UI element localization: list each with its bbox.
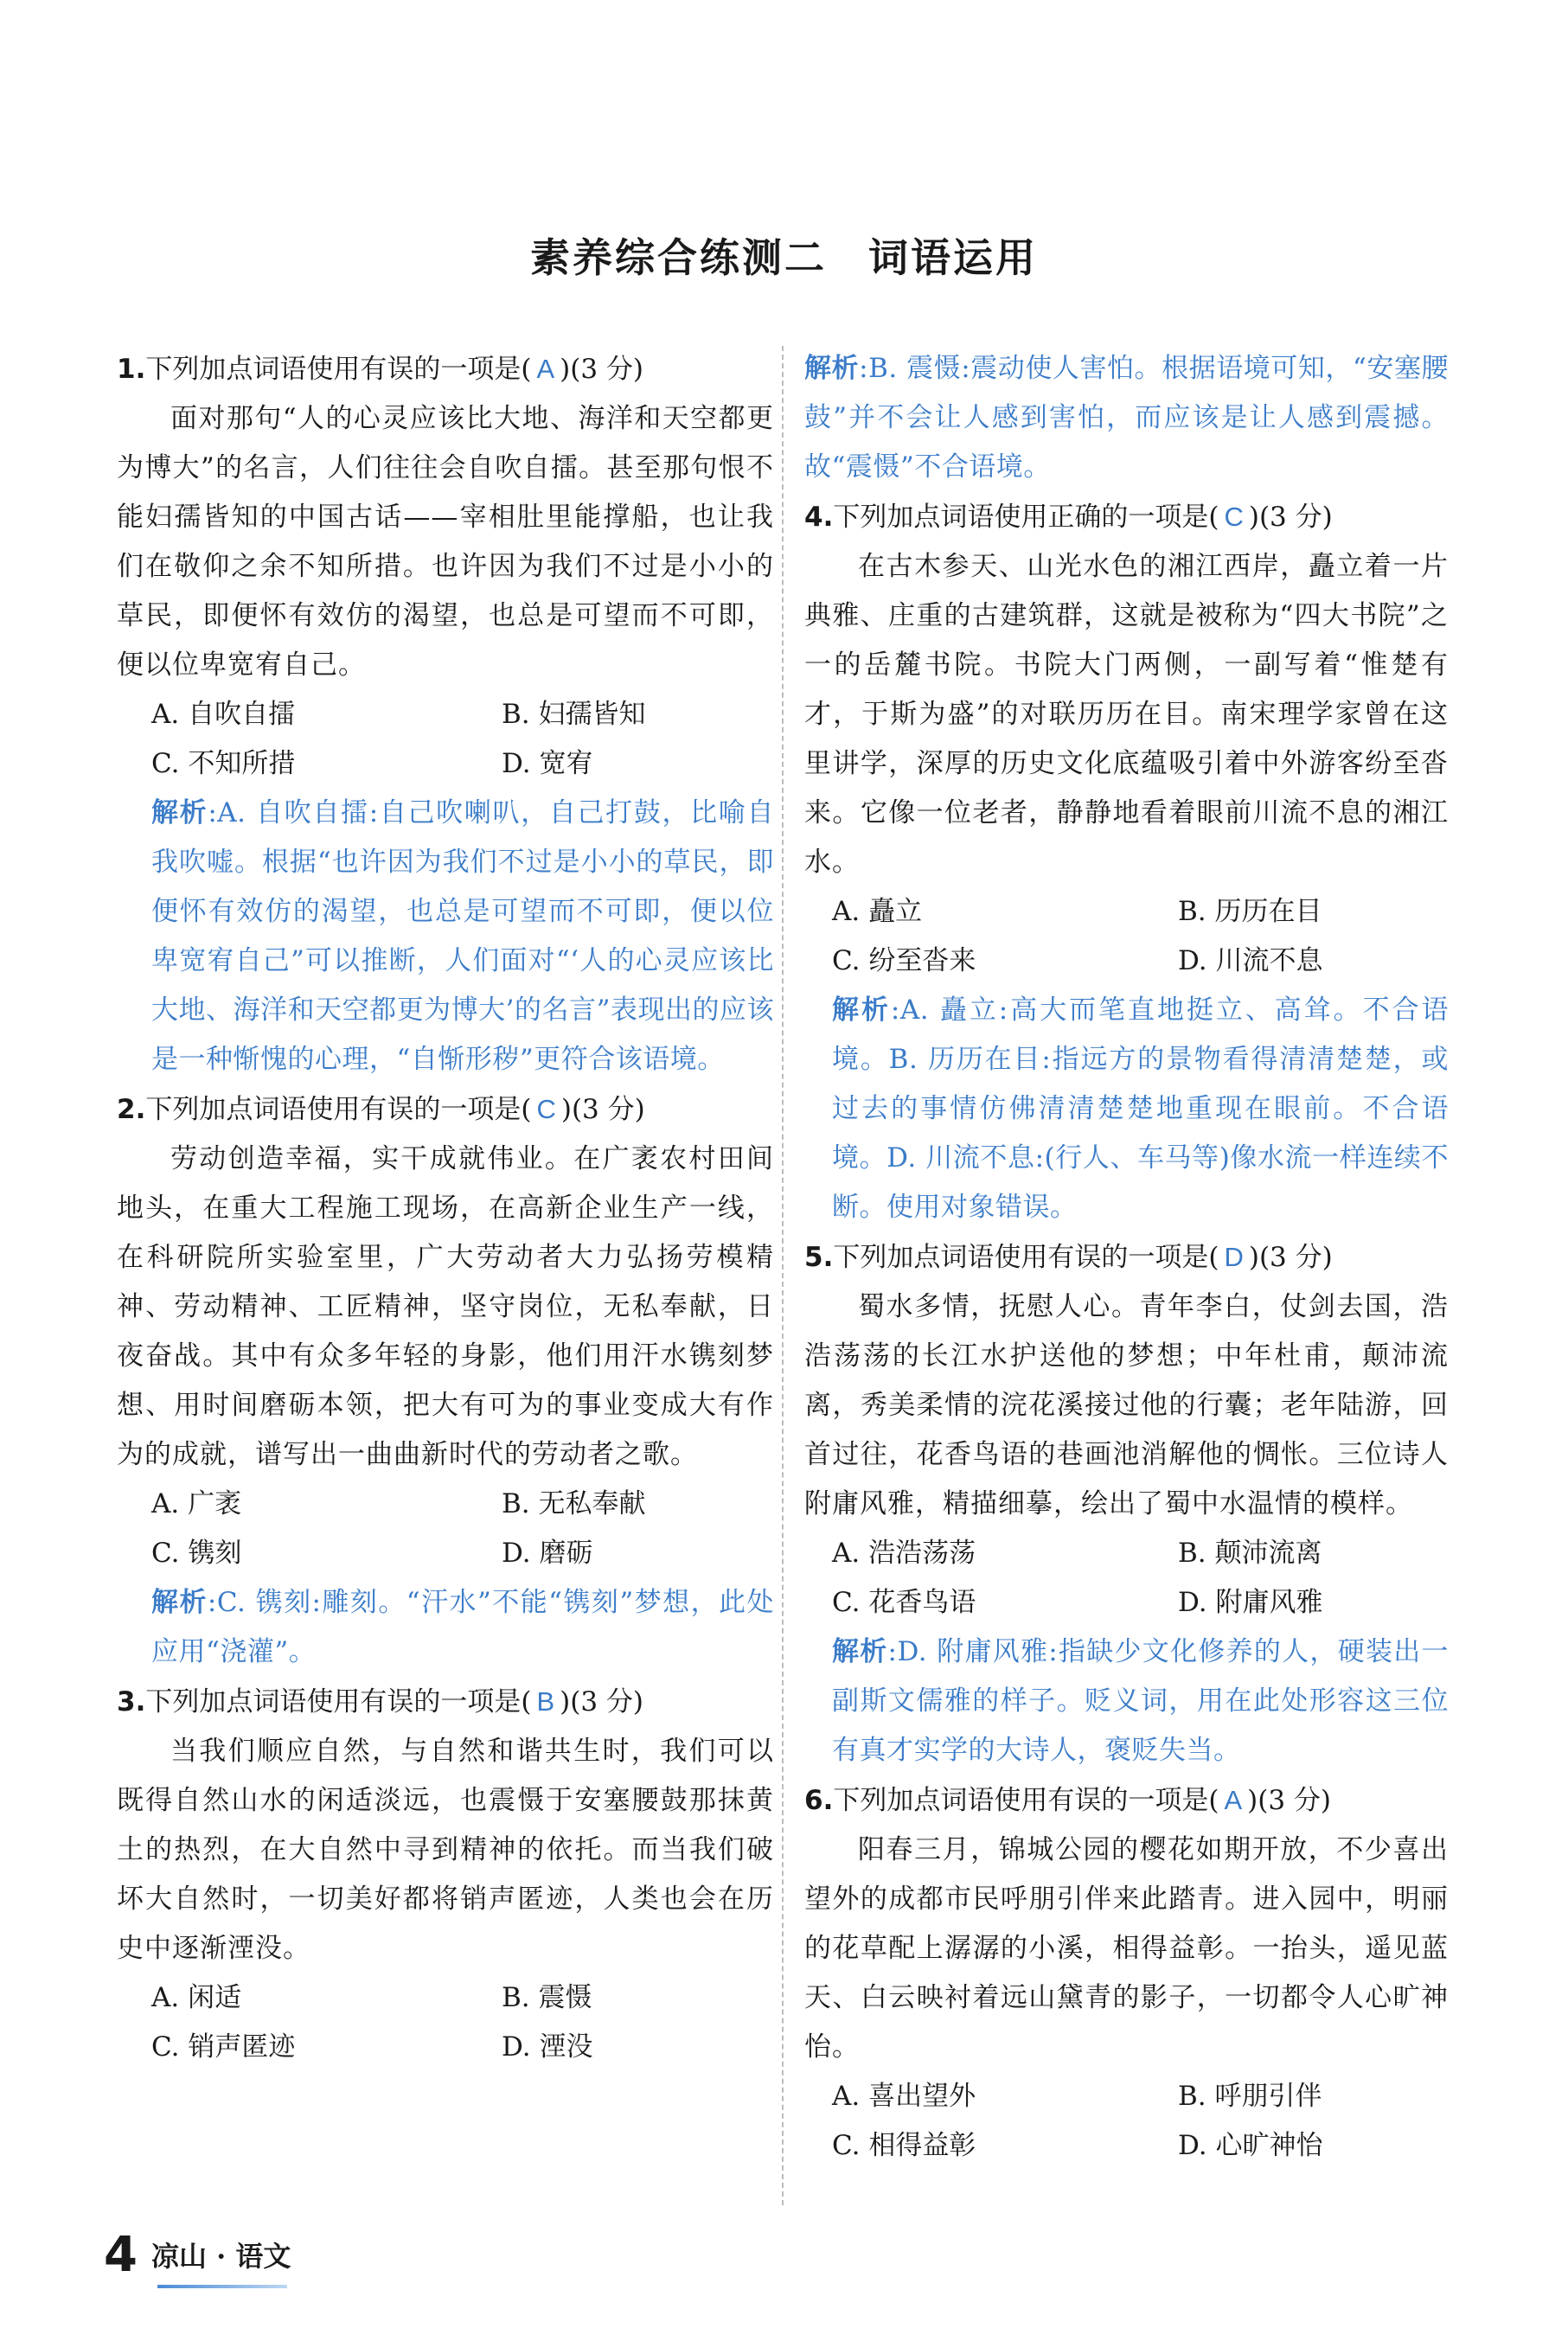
- analysis: [804, 344, 1449, 492]
- question-stem: [804, 492, 1449, 542]
- option-c: C. 销声匿迹: [151, 2031, 296, 2063]
- option-d: D. 附庸风雅: [1178, 1587, 1323, 1618]
- question-number: 4.: [804, 502, 834, 533]
- question-2: [117, 1084, 774, 1677]
- option-c: C. 花香鸟语: [832, 1587, 976, 1618]
- analysis-tag: 解析: [832, 1636, 888, 1667]
- answer: C: [536, 1094, 556, 1124]
- question-stem: [117, 344, 774, 394]
- option-b: B. 历历在目: [1178, 896, 1322, 927]
- question-number: 1.: [117, 354, 146, 385]
- option-c: C. 镌刻: [151, 1538, 242, 1569]
- question-number: 2.: [117, 1094, 146, 1125]
- options: [804, 2072, 1449, 2171]
- option-c: C. 纷至沓来: [832, 945, 976, 976]
- question-stem: [804, 1775, 1449, 1826]
- score: )(3 分): [1247, 1785, 1332, 1816]
- option-c: C. 不知所措: [151, 748, 296, 779]
- question-stem: [117, 1677, 774, 1727]
- option-d: D. 磨砺: [502, 1538, 593, 1569]
- option-d: D. 湮没: [502, 2031, 593, 2063]
- question-stem: [804, 1232, 1449, 1282]
- answer: C: [1224, 502, 1244, 532]
- score: )(3 分): [560, 354, 644, 385]
- option-b: B. 无私奉献: [502, 1488, 646, 1519]
- stem-text: 下列加点词语使用有误的一项是(: [145, 354, 532, 385]
- question-number: 3.: [117, 1686, 146, 1717]
- page-number: 4: [104, 2227, 138, 2283]
- analysis-text: :C. 镌刻:雕刻。“汗水”不能“镌刻”梦想，此处应用“浇灌”。: [151, 1587, 774, 1667]
- passage: 面对那句“人的心灵应该比大地、海洋和天空都更为博大”的名言，人们往往会自吹自擂。甚至那句恨不能妇孺皆知的中国古话——宰相肚里能撑船，也让我们在敬仰之余不知所措。也许因为我们不过是小小的草民，即便怀有效仿的渴望，也总是可望而不可即，便以位卑宽宥自己。: [117, 403, 774, 681]
- options: [117, 1480, 774, 1578]
- option-a: A. 广袤: [151, 1488, 242, 1519]
- analysis: [804, 986, 1449, 1232]
- option-b: B. 颠沛流离: [1178, 1538, 1322, 1569]
- stem-text: 下列加点词语使用正确的一项是(: [833, 502, 1219, 533]
- page-title: [0, 227, 1568, 284]
- option-a: A. 自吹自擂: [151, 699, 296, 730]
- stem-text: 下列加点词语使用有误的一项是(: [833, 1242, 1219, 1273]
- analysis-text: :A. 自吹自擂:自己吹喇叭，自己打鼓，比喻自我吹嘘。根据“也许因为我们不过是小小的草民，即便怀有效仿的渴望，也总是可望而不可即，便以位卑宽宥自己”可以推断，人们面对“‘人的心灵应该比大地、海洋和天空都更为博大’的名言”表现出的应该是一种惭愧的心理，“自惭形秽”更符合该语境。: [151, 797, 775, 1075]
- passage: 在古木参天、山光水色的湘江西岸，矗立着一片典雅、庄重的古建筑群，这就是被称为“四大书院”之一的岳麓书院。书院大门两侧，一副写着“惟楚有才，于斯为盛”的对联历历在目。南宋理学家曾在这里讲学，深厚的历史文化底蕴吸引着中外游客纷至沓来。它像一位老者，静静地看着眼前川流不息的湘江水。: [804, 551, 1449, 878]
- option-b: B. 震慑: [502, 1982, 592, 2013]
- question-3-analysis: [804, 344, 1449, 492]
- option-b: B. 妇孺皆知: [502, 699, 646, 730]
- option-a: A. 喜出望外: [832, 2081, 976, 2112]
- analysis-tag: 解析: [151, 1587, 208, 1618]
- passage: 劳动创造幸福，实干成就伟业。在广袤农村田间地头，在重大工程施工现场，在高新企业生产一线，在科研院所实验室里，广大劳动者大力弘扬劳模精神、劳动精神、工匠精神，坚守岗位，无私奉献，日夜奋战。其中有众多年轻的身影，他们用汗水镌刻梦想、用时间磨砺本领，把大有可为的事业变成大有作为的成就，谱写出一曲曲新时代的劳动者之歌。: [117, 1143, 774, 1470]
- analysis: [804, 1628, 1449, 1775]
- page-footer: [104, 2227, 291, 2283]
- question-number: 6.: [804, 1785, 834, 1816]
- options: [804, 1529, 1449, 1628]
- analysis-text: :D. 附庸风雅:指缺少文化修养的人，硬装出一副斯文儒雅的样子。贬义词，用在此处形容这三位有真才实学的大诗人，褒贬失当。: [832, 1636, 1449, 1766]
- title-sub: 词语运用: [868, 234, 1038, 281]
- option-d: D. 宽宥: [502, 748, 593, 779]
- left-column: [117, 344, 774, 2072]
- option-d: D. 川流不息: [1178, 945, 1323, 976]
- title-main: 素养综合练测二: [530, 234, 827, 281]
- analysis-tag: 解析: [832, 995, 891, 1026]
- score: )(3 分): [560, 1686, 644, 1717]
- passage: 当我们顺应自然，与自然和谐共生时，我们可以既得自然山水的闲适淡远，也震慑于安塞腰鼓那抹黄土的热烈，在大自然中寻到精神的依托。而当我们破坏大自然时，一切美好都将销声匿迹，人类也会在历史中逐渐湮没。: [117, 1736, 774, 1964]
- option-b: B. 呼朋引伴: [1178, 2081, 1322, 2112]
- series-label: 凉山 · 语文: [150, 2240, 291, 2273]
- stem-text: 下列加点词语使用有误的一项是(: [833, 1785, 1219, 1816]
- answer: A: [1224, 1785, 1243, 1815]
- answer: B: [536, 1686, 555, 1717]
- option-a: A. 闲适: [151, 1982, 242, 2013]
- options: [117, 1973, 774, 2072]
- option-d: D. 心旷神怡: [1178, 2130, 1323, 2161]
- stem-text: 下列加点词语使用有误的一项是(: [145, 1686, 532, 1717]
- analysis: [117, 789, 774, 1084]
- answer: D: [1224, 1242, 1244, 1272]
- score: )(3 分): [560, 1094, 645, 1125]
- analysis-tag: 解析: [151, 797, 208, 828]
- question-stem: [117, 1084, 774, 1135]
- options: [804, 887, 1449, 986]
- passage: 阳春三月，锦城公园的樱花如期开放，不少喜出望外的成都市民呼朋引伴来此踏青。进入园中，明丽的花草配上潺潺的小溪，相得益彰。一抬头，遥见蓝天、白云映衬着远山黛青的影子，一切都令人心旷神怡。: [804, 1834, 1449, 2063]
- analysis-tag: 解析: [804, 353, 860, 384]
- option-a: A. 浩浩荡荡: [832, 1538, 976, 1569]
- question-5: [804, 1232, 1449, 1775]
- stem-text: 下列加点词语使用有误的一项是(: [145, 1094, 532, 1125]
- analysis-text: :B. 震慑:震动使人害怕。根据语境可知，“安塞腰鼓”并不会让人感到害怕，而应该是让人感到震撼。故“震慑”不合语境。: [804, 353, 1450, 483]
- footer-accent-bar: [157, 2285, 287, 2288]
- analysis-text: :A. 矗立:高大而笔直地挺立、高耸。不合语境。B. 历历在目:指远方的景物看得清清楚楚，或过去的事情仿佛清清楚楚地重现在眼前。不合语境。D. 川流不息:(行人、车马等)像水流一样连续不断。使用对象错误。: [832, 995, 1450, 1223]
- answer: A: [536, 354, 555, 384]
- options: [117, 690, 774, 789]
- option-a: A. 矗立: [832, 896, 923, 927]
- column-divider: [782, 346, 784, 2205]
- right-column: [804, 344, 1449, 2171]
- question-number: 5.: [804, 1242, 834, 1273]
- question-6: [804, 1775, 1449, 2171]
- score: )(3 分): [1248, 502, 1333, 533]
- option-c: C. 相得益彰: [832, 2130, 976, 2161]
- passage: 蜀水多情，抚慰人心。青年李白，仗剑去国，浩浩荡荡的长江水护送他的梦想；中年杜甫，颠沛流离，秀美柔情的浣花溪接过他的行囊；老年陆游，回首过往，花香鸟语的巷画池消解他的惆怅。三位诗人附庸风雅，精描细摹，绘出了蜀中水温情的模样。: [804, 1291, 1449, 1519]
- question-4: [804, 492, 1449, 1232]
- question-1: [117, 344, 774, 1084]
- question-3: [117, 1677, 774, 2072]
- analysis: [117, 1578, 774, 1677]
- score: )(3 分): [1248, 1242, 1333, 1273]
